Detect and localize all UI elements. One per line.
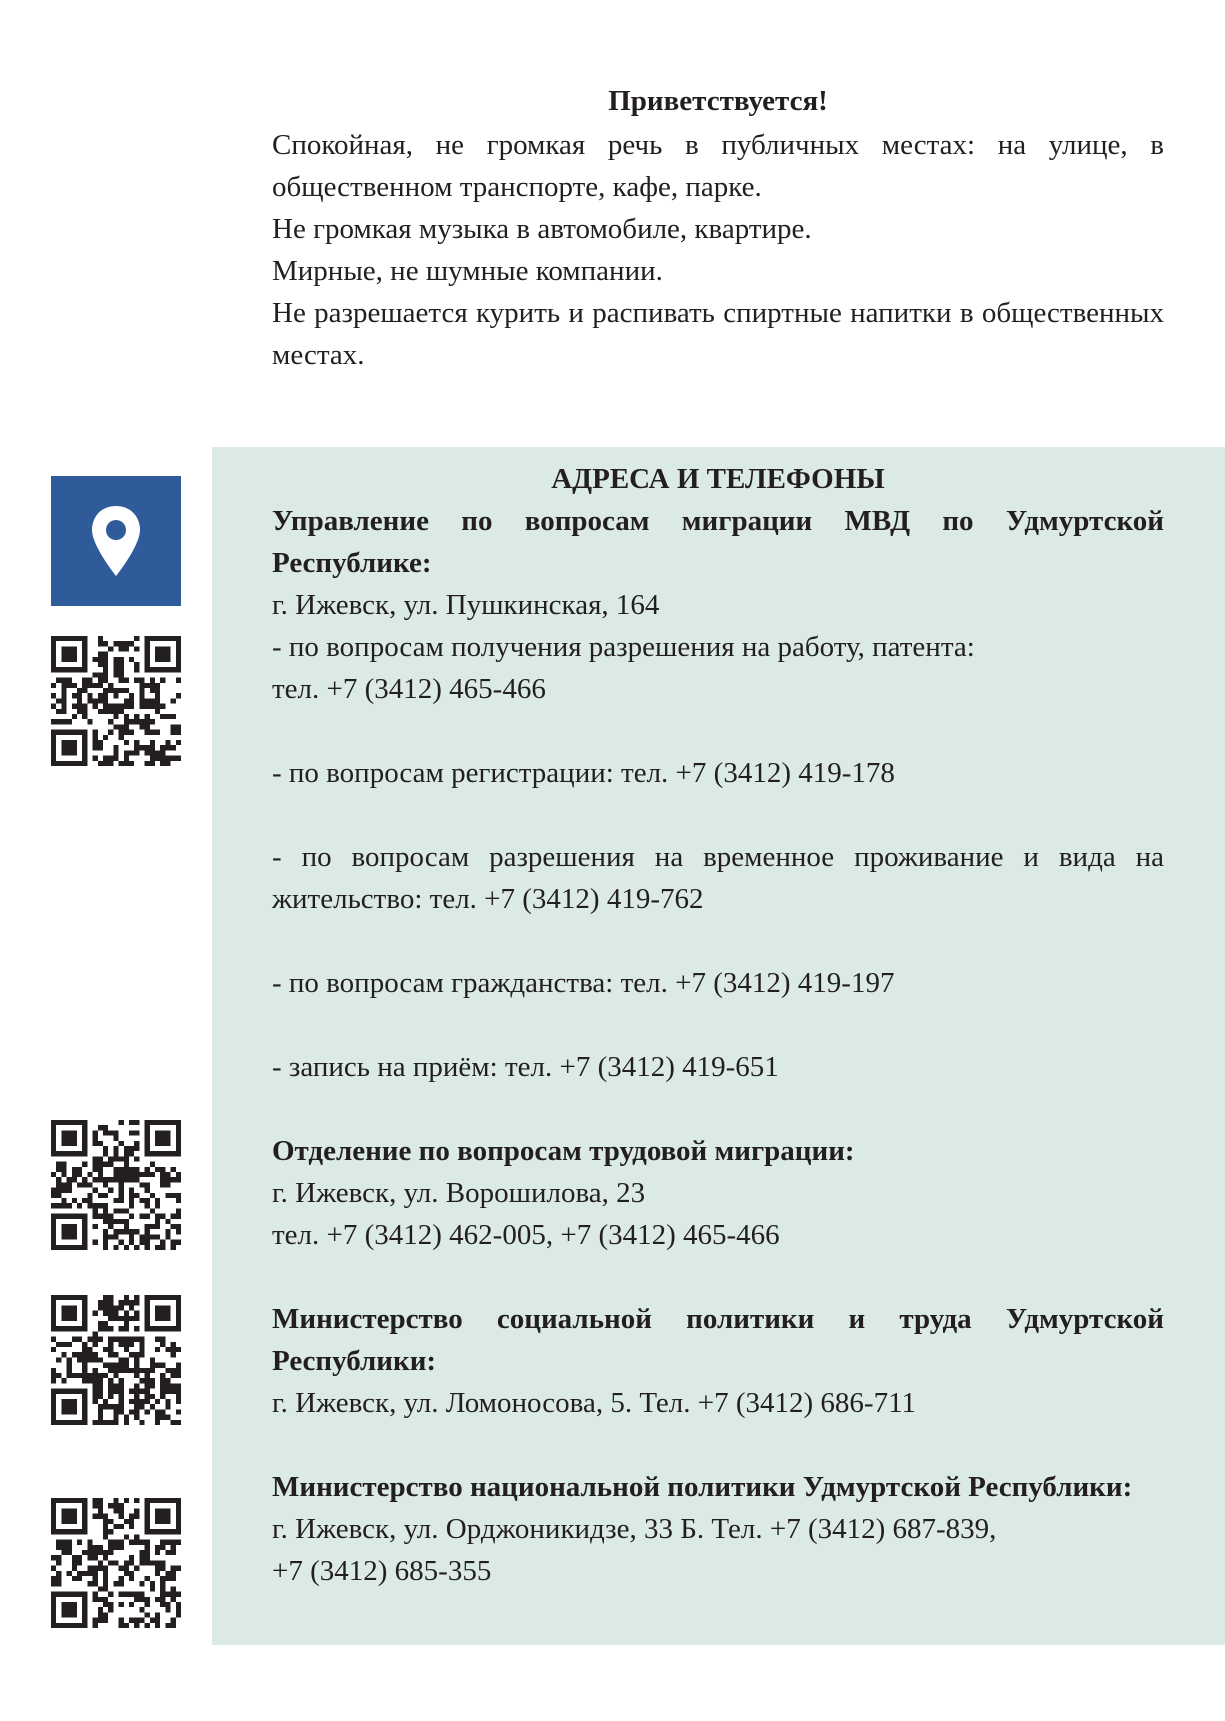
mvd-name: Управление по вопросам миграции МВД по Удмуртской Республике: <box>272 505 1164 579</box>
national-name: Министерство национальной политики Удмуртской Республики: <box>272 1471 1133 1503</box>
qr-code-icon[interactable] <box>51 1295 181 1425</box>
qr-code-icon[interactable] <box>51 1120 181 1250</box>
labour-phones: тел. +7 (3412) 462-005, +7 (3412) 465-466 <box>272 1219 780 1251</box>
mvd-residence: - по вопросам разрешения на временное проживание и вида на жительство: тел. +7 (3412) 419-762 <box>272 841 1164 915</box>
national-address: г. Ижевск, ул. Орджоникидзе, 33 Б. Тел. +7 (3412) 687-839, <box>272 1513 997 1545</box>
intro-paragraph: Спокойная, не громкая речь в публичных местах: на улице, в общественном транспорте, кафе, парке. <box>272 129 1164 203</box>
mvd-registration: - по вопросам регистрации: тел. +7 (3412) 419-178 <box>272 757 895 789</box>
national-phone: +7 (3412) 685-355 <box>272 1555 492 1587</box>
intro-paragraph: Мирные, не шумные компании. <box>272 255 663 287</box>
mvd-work-permit: - по вопросам получения разрешения на работу, патента: <box>272 631 975 663</box>
labour-name: Отделение по вопросам трудовой миграции: <box>272 1135 855 1167</box>
intro-title: Приветствуется! <box>608 85 828 117</box>
social-address: г. Ижевск, ул. Ломоносова, 5. Тел. +7 (3412) 686-711 <box>272 1387 917 1419</box>
social-name: Министерство социальной политики и труда Удмуртской Республики: <box>272 1303 1164 1377</box>
intro-paragraph: Не разрешается курить и распивать спиртные напитки в общественных местах. <box>272 297 1164 371</box>
qr-code-icon[interactable] <box>51 1498 181 1628</box>
location-pin-icon <box>51 476 181 606</box>
mvd-address: г. Ижевск, ул. Пушкинская, 164 <box>272 589 660 621</box>
labour-address: г. Ижевск, ул. Ворошилова, 23 <box>272 1177 646 1209</box>
contacts-heading: АДРЕСА И ТЕЛЕФОНЫ <box>551 463 885 495</box>
intro-section <box>272 80 1164 376</box>
contacts-section <box>272 458 1164 1592</box>
mvd-appointment: - запись на приём: тел. +7 (3412) 419-651 <box>272 1051 779 1083</box>
mvd-citizenship: - по вопросам гражданства: тел. +7 (3412) 419-197 <box>272 967 895 999</box>
qr-code-icon[interactable] <box>51 636 181 766</box>
mvd-work-permit-phone: тел. +7 (3412) 465-466 <box>272 673 546 705</box>
intro-paragraph: Не громкая музыка в автомобиле, квартире. <box>272 213 812 245</box>
